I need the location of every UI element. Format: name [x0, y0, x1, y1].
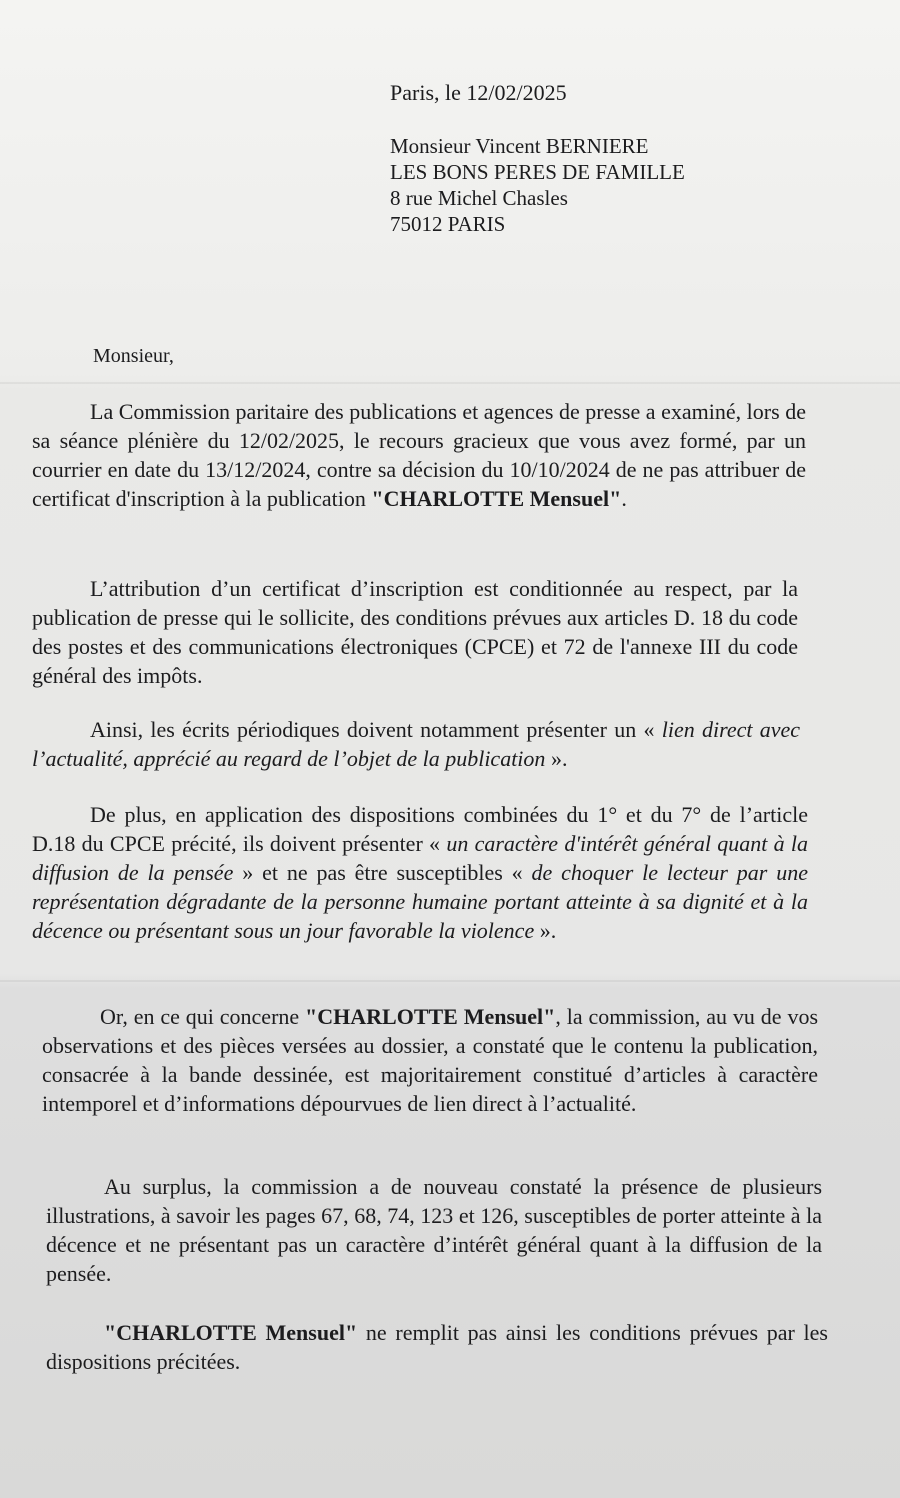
recipient-company: LES BONS PERES DE FAMILLE — [390, 160, 685, 184]
paragraph-3 — [32, 715, 800, 773]
paragraph-3-end: ». — [545, 746, 568, 771]
paragraph-1-end: . — [621, 486, 627, 511]
paragraph-4 — [32, 800, 808, 945]
paragraph-4-end: ». — [534, 918, 557, 943]
publication-title: "CHARLOTTE Mensuel" — [305, 1004, 556, 1029]
recipient-city: 75012 PARIS — [390, 212, 506, 236]
paragraph-3-lead: Ainsi, les écrits périodiques doivent notamment présenter un « — [90, 717, 662, 742]
recipient-address — [390, 133, 685, 237]
publication-title: "CHARLOTTE Mensuel" — [104, 1320, 358, 1345]
recipient-street: 8 rue Michel Chasles — [390, 186, 568, 210]
paragraph-5-lead: Or, en ce qui concerne — [100, 1004, 306, 1029]
paragraph-6-text: Au surplus, la commission a de nouveau constaté la présence de plusieurs illustrations, à savoir les pages 67, 68, 74, 123 et 126, susceptibles de porter atteinte à la décence et ne présentant pas un caractère d’intérêt général quant à la diffusion de la pensée. — [46, 1174, 822, 1286]
paragraph-7-text: ne remplit pas ainsi les conditions prévues par les dispositions précitées. — [46, 1320, 828, 1374]
recipient-name: Monsieur Vincent BERNIERE — [390, 134, 649, 158]
paragraph-4-quote-2: de choquer le lecteur par une représentation dégradante de la personne humaine portant atteinte à sa dignité et à la décence ou présentant sous un jour favorable la violence — [32, 860, 808, 943]
paragraph-5 — [42, 1002, 818, 1118]
paper-fold — [0, 980, 900, 982]
salutation: Monsieur, — [93, 345, 174, 367]
paragraph-7 — [46, 1318, 828, 1376]
letter-date: Paris, le 12/02/2025 — [390, 80, 567, 105]
paragraph-5-text: , la commission, au vu de vos observations et des pièces versées au dossier, a constaté que le contenu la publication, consacrée à la bande dessinée, est majoritairement constitué d’articles à caractère intemporel et d’informations dépourvues de lien direct à l’actualité. — [42, 1004, 819, 1116]
publication-title: "CHARLOTTE Mensuel" — [371, 486, 622, 511]
paragraph-2 — [32, 574, 798, 690]
paragraph-6 — [46, 1172, 822, 1288]
paragraph-4-mid: » et ne pas être susceptibles « — [233, 860, 532, 885]
paragraph-1-text: La Commission paritaire des publications et agences de presse a examiné, lors de sa séance plénière du 12/02/2025, le recours gracieux que vous avez formé, par un courrier en date du 13/12/2024, contre sa décision du 10/10/2024 de ne pas attribuer de certificat d'inscription à la publication — [32, 399, 806, 511]
paragraph-4-quote-1: un caractère d'intérêt général quant à la diffusion de la pensée — [32, 831, 808, 885]
paragraph-3-quote: lien direct avec l’actualité, apprécié au regard de l’objet de la publication — [32, 717, 800, 771]
paper-fold — [0, 382, 900, 384]
paragraph-2-text: L’attribution d’un certificat d’inscription est conditionnée au respect, par la publication de presse qui le sollicite, des conditions prévues aux articles D. 18 du code des postes et des communications électroniques (CPCE) et 72 de l'annexe III du code général des impôts. — [32, 576, 798, 688]
paragraph-4-lead: De plus, en application des dispositions combinées du 1° et du 7° de l’article D.18 du CPCE précité, ils doivent présenter « — [32, 802, 808, 856]
paragraph-1 — [32, 397, 806, 513]
